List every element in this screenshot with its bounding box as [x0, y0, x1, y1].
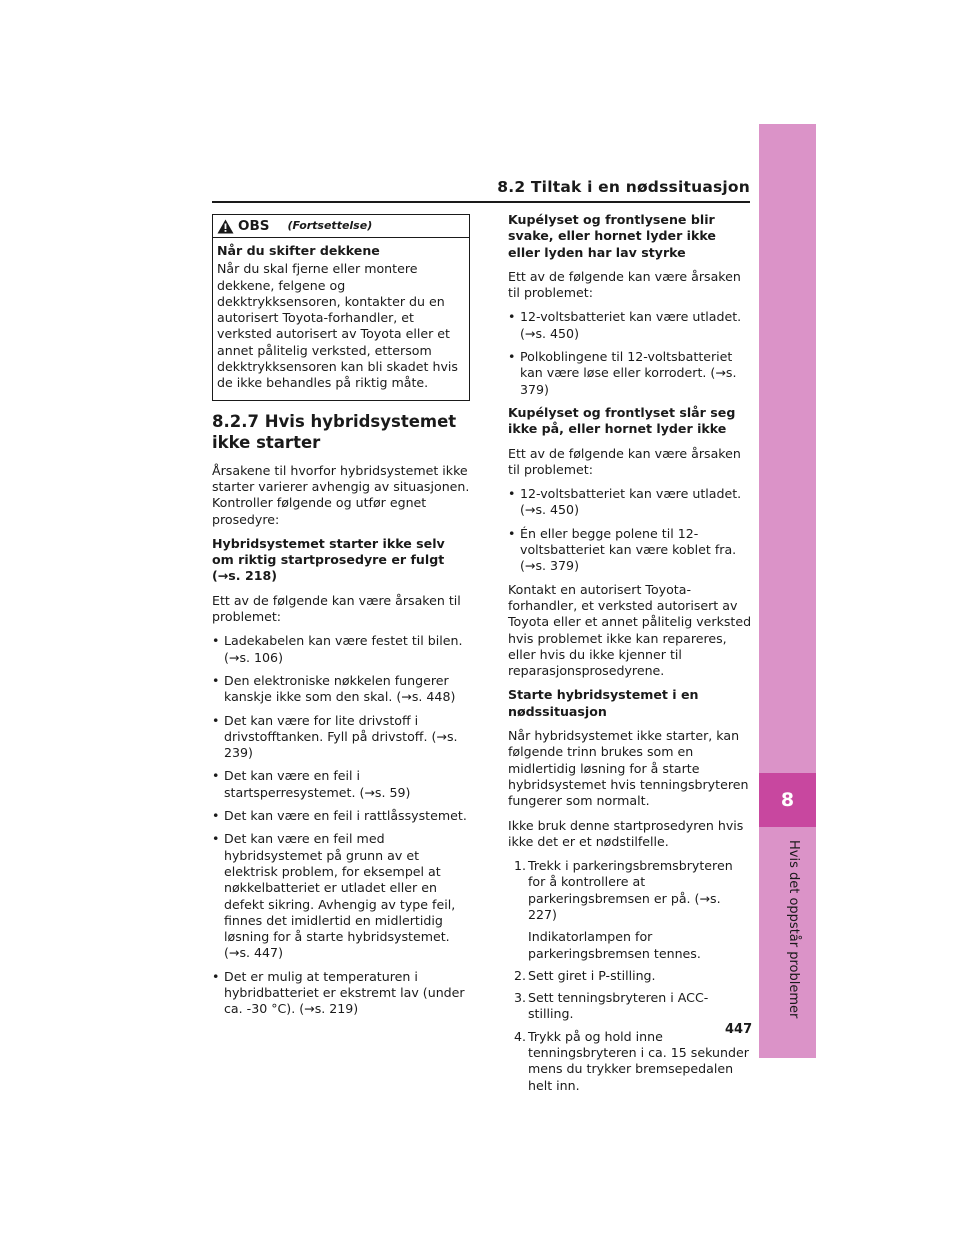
step-number: 1. — [514, 858, 527, 874]
step-text: Sett tenningsbryteren i ACC-stilling. — [528, 990, 709, 1022]
caution-box — [212, 214, 470, 401]
step-text: Sett giret i P-stilling. — [528, 967, 656, 983]
list-item: • Det kan være for lite drivstoff i drivstofftanken. Fyll på drivstoff. (→s. 239) — [212, 713, 470, 762]
subsection-heading: Kupélyset og frontlysene blir svake, eller hornet lyder ikke eller lyden har lav styrke — [508, 212, 716, 260]
chapter-number: 8 — [759, 773, 816, 827]
step-text: Trekk i parkeringsbremsbryteren for å kontrollere at parkeringsbremsen er på. (→s. 227) — [528, 858, 733, 922]
step-item — [514, 990, 752, 1023]
right-column — [508, 212, 752, 1100]
emergency-intro: Når hybridsystemet ikke starter, kan følgende trinn brukes som en midlertidig løsning for å starte hybridsystemet hvis tenningsbryteren fungerer som normalt. — [508, 728, 749, 809]
chapter-title: Hvis det oppstår problemer — [786, 840, 801, 1019]
cause-list — [508, 486, 752, 574]
list-item: • Ladekabelen kan være festet til bilen. (→s. 106) — [212, 633, 470, 666]
list-item: • 12-voltsbatteriet kan være utladet. (→s. 450) — [508, 309, 752, 342]
left-column — [212, 214, 470, 1025]
cause-list — [508, 309, 752, 397]
section-intro: Årsakene til hvorfor hybridsystemet ikke starter varierer avhengig av situasjonen. Kontroller følgende og utfør egnet prosedyre: — [212, 462, 470, 527]
caution-subtitle: (Fortsettelse) — [287, 218, 373, 232]
list-item: • Det kan være en feil i rattlåssystemet. — [212, 808, 470, 824]
list-item: • Det kan være en feil med hybridsystemet på grunn av et elektrisk problem, for eksempel at nøkkelbatteriet er utladet eller en defekt sikring. Avhengig av type feil, finnes det imidlertid en midlertidig løsning for å starte hybridsystemet. (→s. 447) — [212, 831, 470, 961]
section-header-title: 8.2 Tiltak i en nødssituasjon — [497, 178, 750, 196]
page-number: 447 — [725, 1022, 753, 1037]
step-number: 2. — [514, 967, 527, 983]
cause-intro: Ett av de følgende kan være årsaken til problemet: — [508, 445, 741, 477]
list-item: • 12-voltsbatteriet kan være utladet. (→s. 450) — [508, 486, 752, 519]
emergency-warning: Ikke bruk denne startprosedyren hvis ikke det er et nødstilfelle. — [508, 817, 744, 849]
list-item: • Den elektroniske nøkkelen fungerer kanskje ikke som den skal. (→s. 448) — [212, 673, 470, 706]
step-note: Indikatorlampen for parkeringsbremsen tennes. — [528, 929, 701, 961]
list-item: • Det er mulig at temperaturen i hybridbatteriet er ekstremt lav (under ca. -30 °C). (→s. 219) — [212, 969, 470, 1018]
list-item: • Polkoblingene til 12-voltsbatteriet kan være løse eller korrodert. (→s. 379) — [508, 349, 752, 398]
cause-intro: Ett av de følgende kan være årsaken til problemet: — [508, 268, 741, 301]
subsection-heading: Kupélyset og frontlyset slår seg ikke på, eller hornet lyder ikke — [508, 404, 736, 437]
section-title: 8.2.7 Hvis hybridsystemet ikke starter — [212, 411, 457, 452]
contact-paragraph: Kontakt en autorisert Toyota-forhandler, et verksted autorisert av Toyota eller et annet pålitelig verksted hvis problemet ikke kan repareres, eller hvis du ikke kjenner til reparasjonsprosedyrene. — [508, 581, 752, 679]
list-item: • Én eller begge polene til 12-voltsbatteriet kan være koblet fra. (→s. 379) — [508, 526, 752, 575]
step-list — [508, 858, 752, 1094]
subsection-heading: Starte hybridsystemet i en nødssituasjon — [508, 687, 699, 719]
step-text: Trykk på og hold inne tenningsbryteren i ca. 15 sekunder mens du trykker bremsepedalen helt inn. — [528, 1028, 749, 1093]
header-divider — [212, 201, 750, 203]
list-item: • Det kan være en feil i startsperresystemet. (→s. 59) — [212, 768, 470, 801]
step-item — [514, 968, 752, 984]
cause-list — [212, 633, 470, 1017]
cause-intro: Ett av de følgende kan være årsaken til problemet: — [212, 592, 461, 625]
caution-label: OBS — [238, 217, 270, 234]
step-item — [514, 1029, 752, 1094]
step-number: 4. — [514, 1028, 527, 1044]
caution-heading: Når du skifter dekkene — [217, 243, 380, 258]
warning-triangle-icon — [217, 219, 234, 234]
caution-box-header — [213, 215, 469, 238]
subsection-heading: Hybridsystemet starter ikke selv om riktig startprosedyre er fulgt (→s. 218) — [212, 535, 445, 584]
step-item — [514, 858, 752, 962]
step-number: 3. — [514, 990, 527, 1006]
caution-body: Når du skal fjerne eller montere dekkene, felgene og dekktrykksensoren, kontakter du en autorisert Toyota-forhandler, et verksted autorisert av Toyota eller et annet pålitelig verksted, ettersom dekktrykksensoren kan bli skadet hvis de ikke behandles på riktig måte. — [217, 261, 458, 391]
